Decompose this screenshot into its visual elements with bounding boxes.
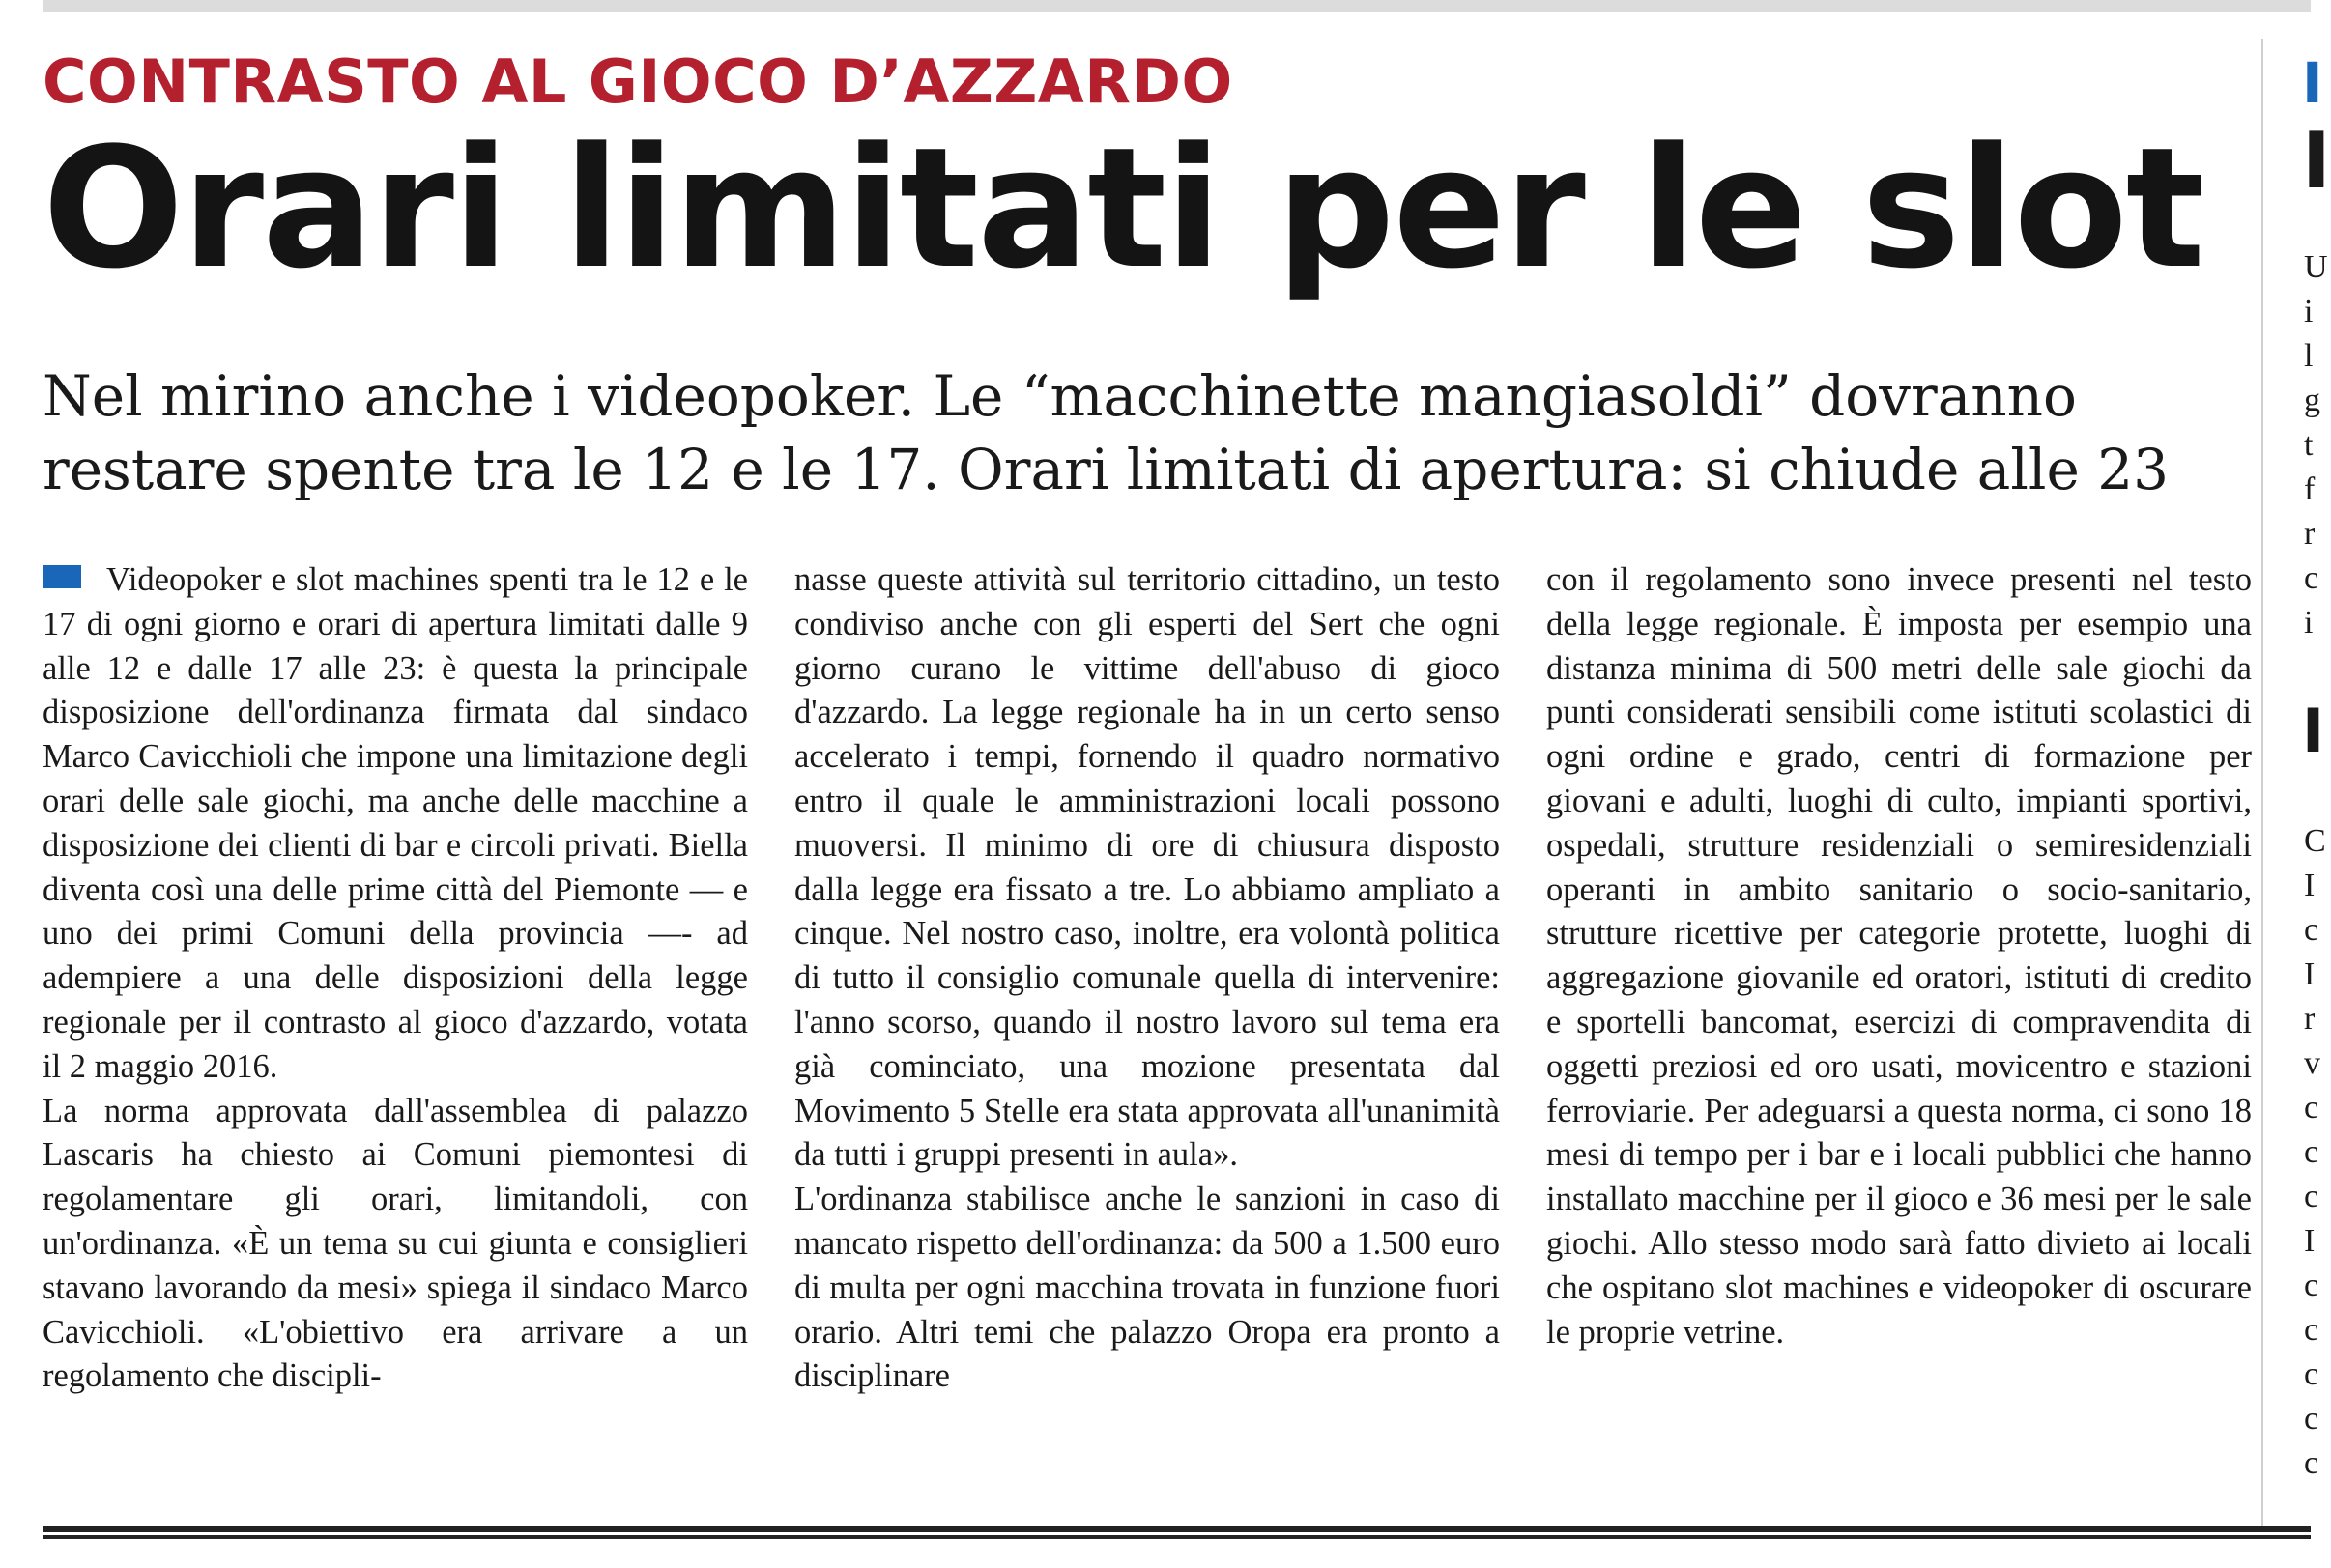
edge-letter: I <box>2304 956 2316 992</box>
bottom-double-rule <box>43 1526 2311 1539</box>
edge-letter: l <box>2304 338 2314 374</box>
edge-letter: i <box>2304 294 2314 329</box>
edge-letter: c <box>2304 1356 2319 1392</box>
edge-letter: r <box>2304 516 2316 552</box>
edge-letter: i <box>2304 605 2314 641</box>
text-column-1 <box>43 558 748 1486</box>
paragraph: nasse queste attività sul territorio cittadino, un testo condiviso anche con gli esperti del Sert che ogni giorno curano le vittime dell'abuso di gioco d'azzardo. La legge regionale ha in un certo senso accelerato i tempi, fornendo il quadro normativo entro il quale le amministrazioni locali possono muoversi. Il minimo di ore di chiusura disposto dalla legge era fissato a tre. Lo abbiamo ampliato a cinque. Nel nostro caso, inoltre, era volontà politica di tutto il consiglio comunale quella di intervenire: l'anno scorso, quando il nostro lavoro sul tema era già cominciato, una mozione presentata dal Movimento 5 Stelle era stata approvata all'unanimità da tutti i gruppi presenti in aula». <box>794 561 1500 1174</box>
edge-letter: I <box>2304 868 2316 903</box>
edge-letter: C <box>2304 823 2326 859</box>
adjacent-article-edge <box>2261 0 2331 1568</box>
paragraph <box>43 558 748 1090</box>
text-column-3 <box>1546 558 2252 1486</box>
edge-letter: c <box>2304 1134 2319 1170</box>
edge-kicker-fragment: I <box>2302 50 2323 116</box>
text-column-2 <box>794 558 1500 1486</box>
paragraph: La norma approvata dall'assemblea di palazzo Lascaris ha chiesto ai Comuni piemontesi di regolamentare gli orari, limitandoli, con un'ordinanza. «È un tema su cui giunta e consiglieri stavano lavorando da mesi» spiega il sindaco Marco Cavicchioli. «L'obiettivo era arrivare a un regolamento che discipli- <box>43 1092 748 1395</box>
edge-headline-fragment: I <box>2302 116 2331 206</box>
paragraph-text: Videopoker e slot machines spenti tra le 12 e le 17 di ogni giorno e orari di apertura limitati dalle 9 alle 12 e dalle 17 alle 23: è questa la principale disposizione dell'ordinanza firmata dal sindaco Marco Cavicchioli che impone una limitazione degli orari delle sale giochi, ma anche delle macchine a disposizione dei clienti di bar e circoli privati. Biella diventa così una delle prime città del Piemonte — e uno dei primi Comuni della provincia —- ad adempiere a una delle disposizioni della legge regionale per il contrasto al gioco d'azzardo, votata il 2 maggio 2016. <box>43 561 748 1085</box>
column-divider <box>2261 39 2263 1526</box>
deck-line-2: restare spente tra le 12 e le 17. Orari limitati di apertura: si chiude alle 23 <box>43 437 2170 502</box>
edge-letter: g <box>2304 383 2320 418</box>
section-marker-icon <box>43 565 81 588</box>
top-rule <box>43 0 2311 12</box>
deck-line-1: Nel mirino anche i videopoker. Le “macchinette mangiasoldi” dovranno <box>43 363 2077 429</box>
edge-letter: f <box>2304 471 2316 507</box>
edge-letter: c <box>2304 912 2319 948</box>
edge-letter: I <box>2304 1223 2316 1259</box>
paragraph: con il regolamento sono invece presenti nel testo della legge regionale. È imposta per esempio una distanza minima di 500 metri delle sale giochi da punti considerati sensibili come istituti scolastici di ogni ordine e grado, centri di formazione per giovani e adulti, luoghi di culto, impianti sportivi, ospedali, strutture residenziali o semiresidenziali operanti in ambito sanitario o socio-sanitario, strutture ricettive per categorie protette, luoghi di aggregazione giovanile ed oratori, istituti di credito e sportelli bancomat, esercizi di compravendita di oggetti preziosi ed oro usati, movicentro e stazioni ferroviarie. Per adeguarsi a questa norma, ci sono 18 mesi di tempo per i bar e i locali pubblici che hanno installato macchine per il gioco e 36 mesi per le sale giochi. Allo stesso modo sarà fatto divieto ai locali che ospitano slot machines e videopoker di oscurare le proprie vetrine. <box>1546 561 2252 1351</box>
edge-letter: c <box>2304 1445 2319 1481</box>
edge-subhead-fragment: I <box>2302 696 2325 766</box>
edge-letter: r <box>2304 1001 2316 1037</box>
edge-letter: v <box>2304 1045 2320 1081</box>
edge-letter: c <box>2304 1401 2319 1437</box>
edge-letter: U <box>2304 249 2328 285</box>
paragraph: L'ordinanza stabilisce anche le sanzioni in caso di mancato rispetto dell'ordinanza: da 500 a 1.500 euro di multa per ogni macchina trovata in funzione fuori orario. Altri temi che palazzo Oropa era pronto a disciplinare <box>794 1181 1500 1395</box>
edge-letter: c <box>2304 1090 2319 1126</box>
edge-letter: c <box>2304 560 2319 596</box>
edge-letter: c <box>2304 1268 2319 1303</box>
article-kicker: CONTRASTO AL GIOCO D’AZZARDO <box>43 46 1233 117</box>
edge-letter: c <box>2304 1312 2319 1348</box>
edge-letter: c <box>2304 1179 2319 1214</box>
article-headline: Orari limitati per le slot <box>43 111 2203 305</box>
article-deck <box>43 359 2256 506</box>
edge-letter: t <box>2304 427 2314 463</box>
